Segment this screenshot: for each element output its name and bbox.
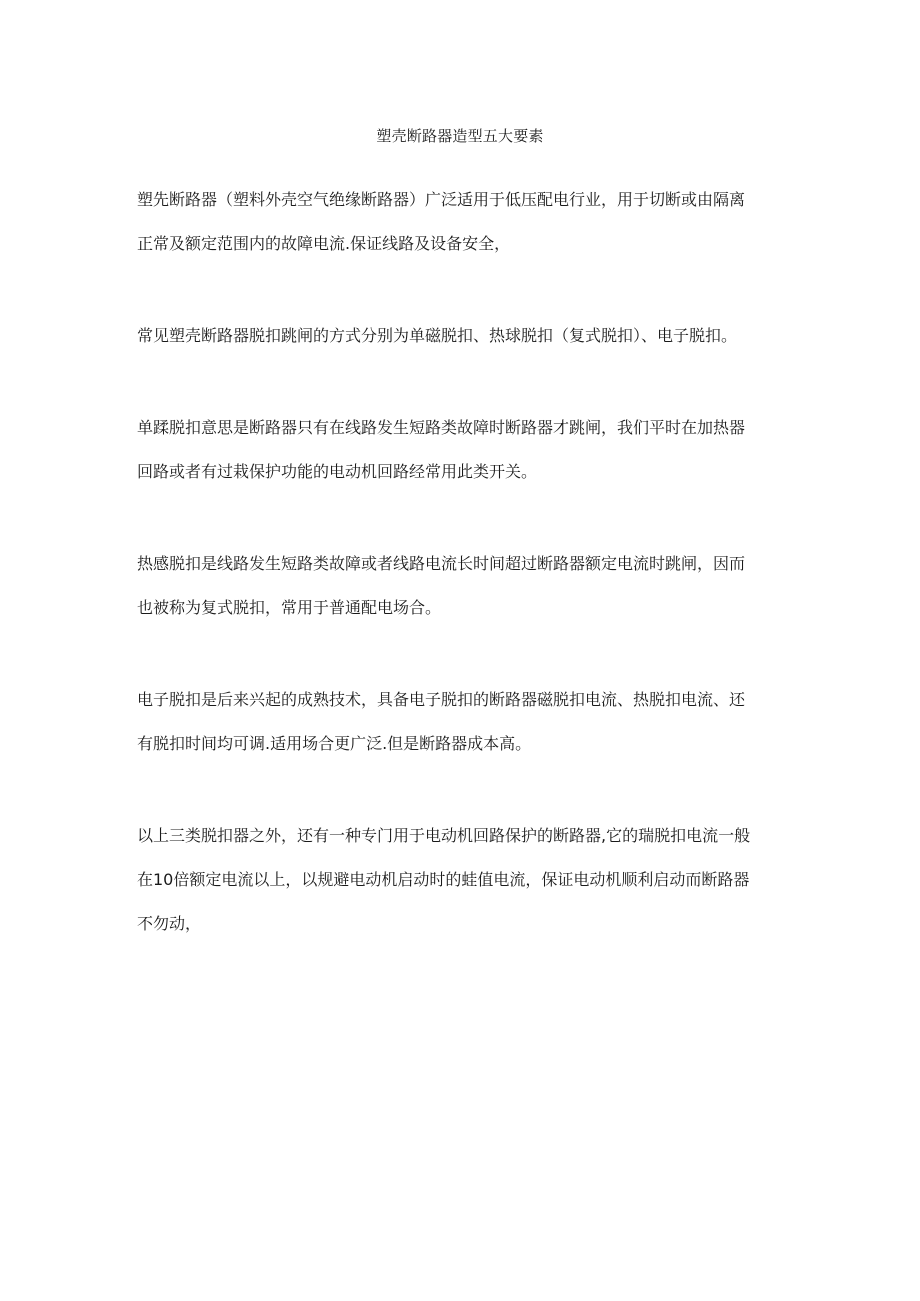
paragraph-trip-methods xyxy=(137,314,787,358)
paragraph-electronic-trip xyxy=(137,678,787,766)
paragraph-motor-protection xyxy=(137,814,787,946)
paragraph-thermal-trip xyxy=(137,542,787,630)
paragraph-intro xyxy=(137,178,787,266)
paragraph-line: 单蹂脱扣意思是断路器只有在线路发生短路类故障时断路器才跳闸，我们平时在加热器 xyxy=(137,418,746,437)
paragraph-line: 不勿动， xyxy=(137,914,202,933)
paragraph-magnetic-trip xyxy=(137,406,787,494)
paragraph-line: 也被称为复式脱扣，常用于普通配电场合。 xyxy=(137,598,442,617)
paragraph-line: 正常及额定范围内的故障电流.保证线路及设备安全， xyxy=(137,234,511,253)
paragraph-line: 在10倍额定电流以上，以规避电动机启动时的蛙值电流，保证电动机顺利启动而断路器 xyxy=(137,870,750,889)
document-title: 塑壳断路器造型五大要素 xyxy=(376,127,544,145)
paragraph-line: 常见塑壳断路器脱扣跳闸的方式分别为单磁脱扣、热球脱扣（复式脱扣）、电子脱扣。 xyxy=(137,326,738,345)
paragraph-line: 有脱扣时间均可调.适用场合更广泛.但是断路器成本高。 xyxy=(137,734,532,753)
document-body xyxy=(137,178,787,994)
paragraph-line: 以上三类脱扣器之外，还有一种专门用于电动机回路保护的断路器,它的瑞脱扣电流一般 xyxy=(137,826,751,845)
paragraph-line: 电子脱扣是后来兴起的成熟技术，具备电子脱扣的断路器磁脱扣电流、热脱扣电流、还 xyxy=(137,690,746,709)
paragraph-line: 回路或者有过栽保护功能的电动机回路经常用此类开关。 xyxy=(137,462,538,481)
paragraph-line: 塑先断路器（塑料外壳空气绝缘断路器）广泛适用于低压配电行业，用于切断或由隔离 xyxy=(137,190,746,209)
paragraph-line: 热感脱扣是线路发生短路类故障或者线路电流长时间超过断路器额定电流时跳闸，因而 xyxy=(137,554,746,573)
